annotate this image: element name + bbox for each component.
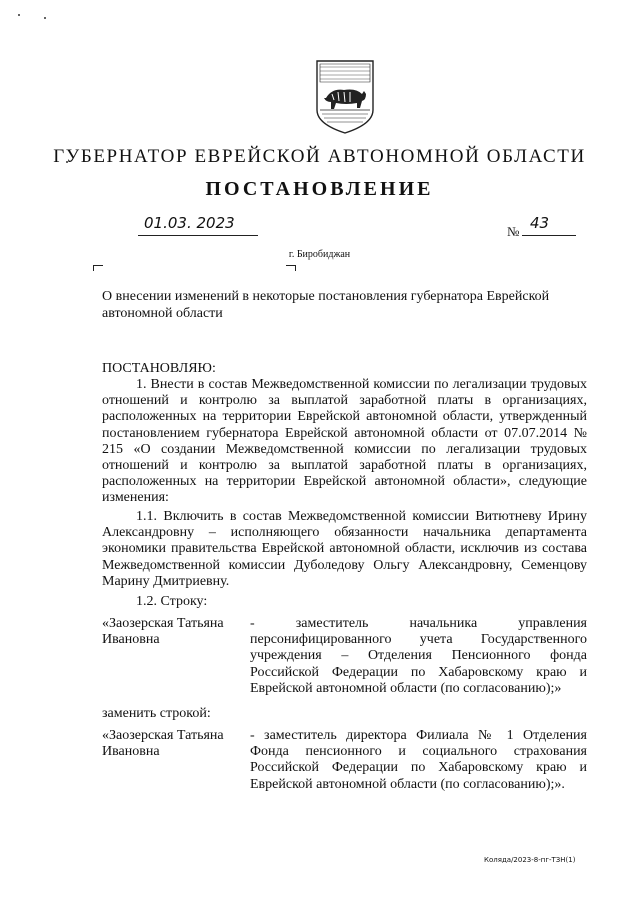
city-line: г. Биробиджан xyxy=(288,249,351,260)
paragraph-1-1-text: 1.1. Включить в состав Межведомственной комиссии Витютневу Ирину Александровну – исполняющего обязанности начальника департамента экономики правительства Еврейской автономной области, исключив из состава Межведомственной комиссии Дуболедову Ольгу Александровну, Семенцову Марину Дмитриевну. xyxy=(102,509,587,589)
paragraph-1-1 xyxy=(102,509,587,590)
paragraph-1-text: 1. Внести в состав Межведомственной комиссии по легализации трудовых отношений и контролю за выплатой заработной платы в организациях, расположенных на территории Еврейской автономной области, утвержденный постановлением губернатора Еврейской автономной области от 07.07.2014 № 215 «О создании Межведомственной комиссии по легализации трудовых отношений и контролю за выплатой заработной платы в организациях, расположенных на территории Еврейской автономной области», следующие изменения: xyxy=(102,377,587,506)
document-code-footer: Коляда/2023-8-пг-ТЗН(1) xyxy=(484,856,576,864)
scan-speck xyxy=(18,14,20,16)
title-bracket-right xyxy=(286,265,296,271)
document-date: 01.03. 2023 xyxy=(138,214,258,236)
row-new-name: «Заозерская Татьяна Ивановна xyxy=(102,728,224,760)
paragraph-1-2: 1.2. Строку: xyxy=(136,594,208,609)
row-new-position: - заместитель директора Филиала № 1 Отделения Фонда пенсионного и социального страхования Российской Федерации по Хабаровскому краю и Еврейской автономной области (по согласованию);». xyxy=(250,728,587,792)
number-label: № xyxy=(507,224,520,239)
replace-with-label: заменить строкой: xyxy=(102,706,211,721)
title-bracket-left xyxy=(93,265,103,271)
document-title: О внесении изменений в некоторые постановления губернатора Еврейской автономной области xyxy=(102,289,550,321)
resolution-keyword: ПОСТАНОВЛЯЮ: xyxy=(102,361,216,376)
issuer-heading: ГУБЕРНАТОР ЕВРЕЙСКОЙ АВТОНОМНОЙ ОБЛАСТИ xyxy=(53,146,586,167)
document-type-heading: ПОСТАНОВЛЕНИЕ xyxy=(205,178,434,200)
paragraph-1 xyxy=(102,377,587,507)
row-old-position: - заместитель начальника управления персонифицированного учета Государственного учреждения – Отделения Пенсионного фонда Российской Федерации по Хабаровскому краю и Еврейской автономной области (по согласованию);» xyxy=(250,616,587,696)
scan-speck xyxy=(44,17,46,19)
tiger-coat-of-arms-icon xyxy=(314,58,376,136)
document-number: 43 xyxy=(522,214,576,236)
row-old-name: «Заозерская Татьяна Ивановна xyxy=(102,616,224,648)
